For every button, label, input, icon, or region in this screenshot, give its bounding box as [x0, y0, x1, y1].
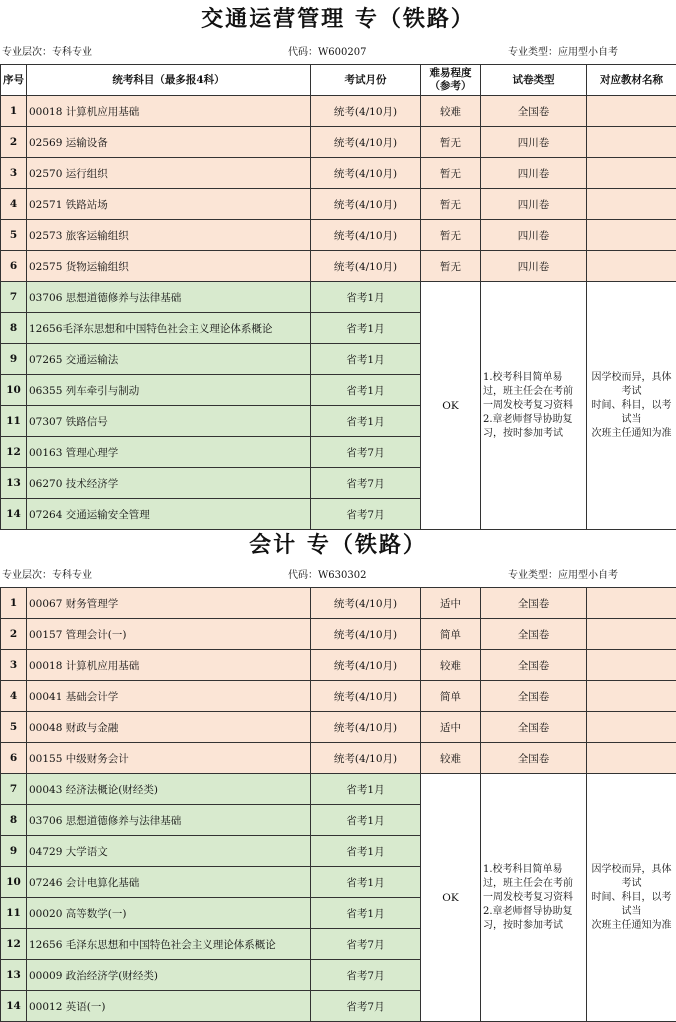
exam-month-cell: 省考1月: [311, 375, 421, 406]
exam-month-cell: 统考(4/10月): [311, 681, 421, 712]
row-number: 4: [1, 189, 27, 220]
column-header: 统考科目（最多报4科）: [27, 65, 311, 96]
row-number: 9: [1, 344, 27, 375]
textbook-cell: [587, 158, 676, 189]
table-row: [1, 650, 676, 681]
subject-cell: 00155 中级财务会计: [27, 743, 311, 774]
exam-month-cell: 省考7月: [311, 960, 421, 991]
subject-cell: 07307 铁路信号: [27, 406, 311, 437]
subject-cell: 02570 运行组织: [27, 158, 311, 189]
row-number: 12: [1, 929, 27, 960]
exam-note-cell: [481, 282, 587, 530]
note-line: 2.章老师督导协助复: [483, 905, 584, 919]
subject-cell: 06270 技术经济学: [27, 468, 311, 499]
paper-type-cell: 四川卷: [481, 251, 587, 282]
subject-cell: 00043 经济法概论(财经类): [27, 774, 311, 805]
table-row: [1, 743, 676, 774]
row-number: 9: [1, 836, 27, 867]
exam-month-cell: 统考(4/10月): [311, 650, 421, 681]
textbook-note-line: 次班主任通知为准: [589, 427, 674, 441]
subject-cell: 07264 交通运输安全管理: [27, 499, 311, 530]
row-number: 14: [1, 991, 27, 1022]
exam-month-cell: 统考(4/10月): [311, 189, 421, 220]
paper-type-cell: 四川卷: [481, 189, 587, 220]
exam-month-cell: 统考(4/10月): [311, 158, 421, 189]
subject-cell: 00048 财政与金融: [27, 712, 311, 743]
row-number: 3: [1, 158, 27, 189]
paper-type-cell: 全国卷: [481, 650, 587, 681]
row-number: 7: [1, 282, 27, 313]
table-row: [1, 220, 676, 251]
subject-cell: 00009 政治经济学(财经类): [27, 960, 311, 991]
row-number: 4: [1, 681, 27, 712]
row-number: 2: [1, 619, 27, 650]
column-header: 试卷类型: [481, 65, 587, 96]
difficulty-ok-cell: OK: [421, 282, 481, 530]
exam-month-cell: 统考(4/10月): [311, 712, 421, 743]
major-code: 代码：W600207: [288, 43, 366, 58]
table-row: [1, 588, 676, 619]
subject-cell: 04729 大学语文: [27, 836, 311, 867]
subject-cell: 02573 旅客运输组织: [27, 220, 311, 251]
paper-type-cell: 全国卷: [481, 588, 587, 619]
textbook-cell: [587, 743, 676, 774]
note-line: 1.校考科目简单易: [483, 863, 584, 877]
row-number: 14: [1, 499, 27, 530]
major-type: 专业类型：应用型小自考: [508, 43, 618, 58]
note-line: 过，班主任会在考前: [483, 385, 584, 399]
difficulty-cell: 适中: [421, 588, 481, 619]
table-row: [1, 251, 676, 282]
subject-cell: 00018 计算机应用基础: [27, 96, 311, 127]
row-number: 13: [1, 960, 27, 991]
row-number: 11: [1, 898, 27, 929]
exam-month-cell: 省考7月: [311, 468, 421, 499]
exam-month-cell: 省考7月: [311, 929, 421, 960]
note-line: 一周发校考复习资料: [483, 891, 584, 905]
difficulty-cell: 暂无: [421, 189, 481, 220]
row-number: 8: [1, 313, 27, 344]
exam-month-cell: 省考7月: [311, 991, 421, 1022]
table-row: [1, 681, 676, 712]
exam-month-cell: 省考1月: [311, 406, 421, 437]
difficulty-cell: 暂无: [421, 127, 481, 158]
textbook-note-line: 因学校而异，具体考试: [589, 863, 674, 891]
exam-month-cell: 统考(4/10月): [311, 251, 421, 282]
subject-cell: 00020 高等数学(一): [27, 898, 311, 929]
paper-type-cell: 四川卷: [481, 220, 587, 251]
textbook-note-line: 时间、科目，以考试当: [589, 891, 674, 919]
major-type: 专业类型：应用型小自考: [508, 566, 618, 581]
textbook-note-cell: [587, 282, 676, 530]
table-row: [1, 189, 676, 220]
subject-cell: 02575 货物运输组织: [27, 251, 311, 282]
note-line: 一周发校考复习资料: [483, 399, 584, 413]
table-row: [1, 127, 676, 158]
row-number: 5: [1, 220, 27, 251]
subject-cell: 00012 英语(一): [27, 991, 311, 1022]
textbook-note-line: 次班主任通知为准: [589, 919, 674, 933]
exam-month-cell: 统考(4/10月): [311, 743, 421, 774]
textbook-cell: [587, 96, 676, 127]
exam-month-cell: 统考(4/10月): [311, 619, 421, 650]
paper-type-cell: 全国卷: [481, 96, 587, 127]
subject-cell: 06355 列车牵引与制动: [27, 375, 311, 406]
subject-cell: 02571 铁路站场: [27, 189, 311, 220]
difficulty-ok-cell: OK: [421, 774, 481, 1022]
subject-cell: 12656毛泽东思想和中国特色社会主义理论体系概论: [27, 313, 311, 344]
textbook-note-line: 因学校而异，具体考试: [589, 371, 674, 399]
subject-cell: 02569 运输设备: [27, 127, 311, 158]
subject-cell: 00163 管理心理学: [27, 437, 311, 468]
column-header: 对应教材名称: [587, 65, 676, 96]
exam-month-cell: 省考7月: [311, 437, 421, 468]
row-number: 6: [1, 743, 27, 774]
difficulty-cell: 较难: [421, 650, 481, 681]
paper-type-cell: 四川卷: [481, 158, 587, 189]
paper-type-cell: 四川卷: [481, 127, 587, 158]
paper-type-cell: 全国卷: [481, 681, 587, 712]
row-number: 8: [1, 805, 27, 836]
textbook-cell: [587, 220, 676, 251]
column-header: 考试月份: [311, 65, 421, 96]
difficulty-cell: 较难: [421, 96, 481, 127]
course-table: [0, 64, 676, 530]
exam-month-cell: 统考(4/10月): [311, 588, 421, 619]
textbook-cell: [587, 588, 676, 619]
exam-month-cell: 统考(4/10月): [311, 220, 421, 251]
row-number: 10: [1, 867, 27, 898]
major-level: 专业层次：专科专业: [2, 43, 92, 58]
row-number: 6: [1, 251, 27, 282]
row-number: 10: [1, 375, 27, 406]
difficulty-cell: 较难: [421, 743, 481, 774]
table-row: [1, 282, 676, 313]
note-line: 过，班主任会在考前: [483, 877, 584, 891]
difficulty-cell: 适中: [421, 712, 481, 743]
note-line: 习，按时参加考试: [483, 919, 584, 933]
note-line: 习，按时参加考试: [483, 427, 584, 441]
textbook-note-cell: [587, 774, 676, 1022]
section-meta: [0, 563, 676, 583]
paper-type-cell: 全国卷: [481, 743, 587, 774]
column-header: 难易程度（参考）: [421, 65, 481, 96]
row-number: 5: [1, 712, 27, 743]
subject-cell: 00157 管理会计(一): [27, 619, 311, 650]
course-table: [0, 587, 676, 1022]
textbook-cell: [587, 650, 676, 681]
subject-cell: 07265 交通运输法: [27, 344, 311, 375]
difficulty-cell: 暂无: [421, 251, 481, 282]
row-number: 13: [1, 468, 27, 499]
table-row: [1, 158, 676, 189]
textbook-cell: [587, 619, 676, 650]
paper-type-cell: 全国卷: [481, 619, 587, 650]
row-number: 3: [1, 650, 27, 681]
difficulty-cell: 暂无: [421, 220, 481, 251]
subject-cell: 03706 思想道德修养与法律基础: [27, 805, 311, 836]
row-number: 1: [1, 96, 27, 127]
textbook-cell: [587, 681, 676, 712]
textbook-note-line: 时间、科目，以考试当: [589, 399, 674, 427]
subject-cell: 00067 财务管理学: [27, 588, 311, 619]
subject-cell: 07246 会计电算化基础: [27, 867, 311, 898]
exam-month-cell: 省考1月: [311, 867, 421, 898]
table-header-row: [1, 65, 676, 96]
row-number: 7: [1, 774, 27, 805]
subject-cell: 12656 毛泽东思想和中国特色社会主义理论体系概论: [27, 929, 311, 960]
textbook-cell: [587, 712, 676, 743]
difficulty-cell: 简单: [421, 619, 481, 650]
section-meta: [0, 40, 676, 60]
major-code: 代码：W630302: [288, 566, 366, 581]
exam-month-cell: 省考1月: [311, 313, 421, 344]
exam-month-cell: 省考7月: [311, 499, 421, 530]
exam-month-cell: 省考1月: [311, 774, 421, 805]
note-line: 2.章老师督导协助复: [483, 413, 584, 427]
subject-cell: 00018 计算机应用基础: [27, 650, 311, 681]
exam-month-cell: 省考1月: [311, 836, 421, 867]
paper-type-cell: 全国卷: [481, 712, 587, 743]
column-header: 序号: [1, 65, 27, 96]
difficulty-cell: 暂无: [421, 158, 481, 189]
textbook-cell: [587, 127, 676, 158]
exam-month-cell: 省考1月: [311, 898, 421, 929]
exam-month-cell: 统考(4/10月): [311, 96, 421, 127]
table-row: [1, 619, 676, 650]
exam-month-cell: 统考(4/10月): [311, 127, 421, 158]
exam-month-cell: 省考1月: [311, 344, 421, 375]
exam-note-cell: [481, 774, 587, 1022]
note-line: 1.校考科目简单易: [483, 371, 584, 385]
table-row: [1, 712, 676, 743]
row-number: 1: [1, 588, 27, 619]
exam-month-cell: 省考1月: [311, 805, 421, 836]
subject-cell: 03706 思想道德修养与法律基础: [27, 282, 311, 313]
row-number: 11: [1, 406, 27, 437]
section-title: 会计 专（铁路）: [0, 528, 676, 559]
difficulty-cell: 简单: [421, 681, 481, 712]
major-level: 专业层次：专科专业: [2, 566, 92, 581]
subject-cell: 00041 基础会计学: [27, 681, 311, 712]
exam-month-cell: 省考1月: [311, 282, 421, 313]
row-number: 2: [1, 127, 27, 158]
section-title: 交通运营管理 专（铁路）: [0, 2, 676, 33]
textbook-cell: [587, 251, 676, 282]
table-row: [1, 774, 676, 805]
table-row: [1, 96, 676, 127]
textbook-cell: [587, 189, 676, 220]
row-number: 12: [1, 437, 27, 468]
